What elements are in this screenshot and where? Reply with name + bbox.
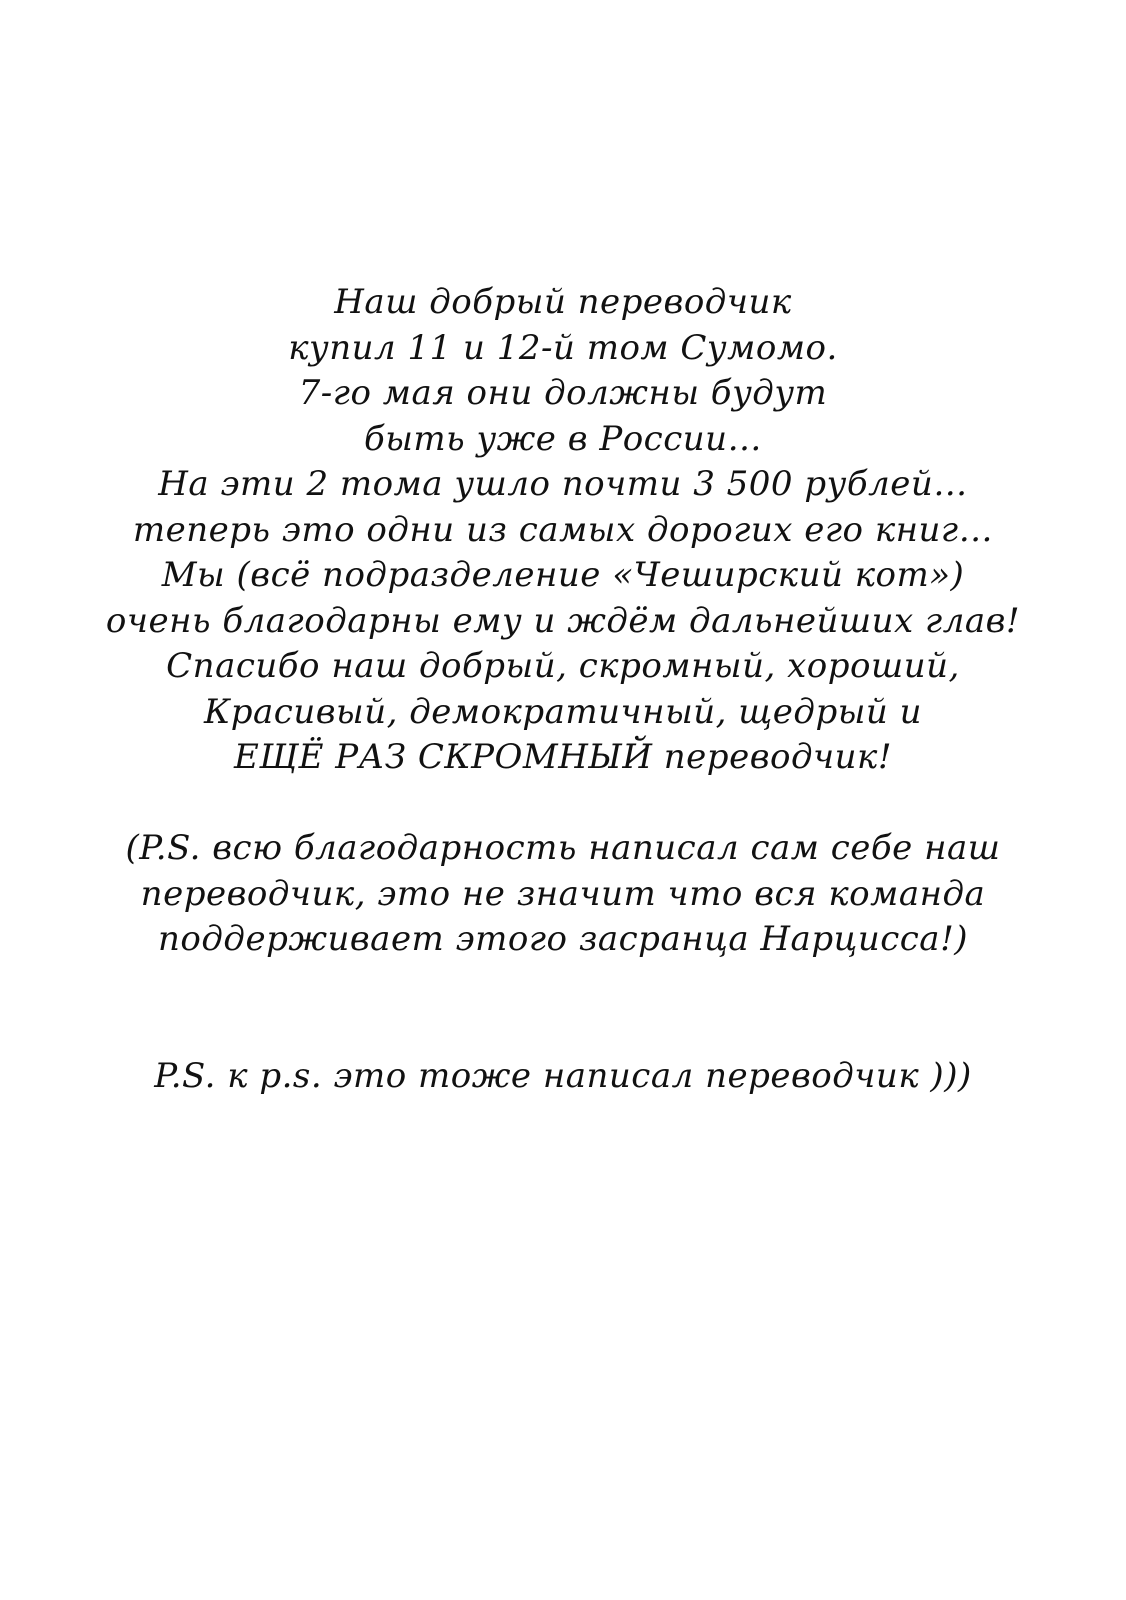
message-line-3: 7-го мая они должны будут [298, 373, 828, 413]
message-line-5: На эти 2 тома ушло почти 3 500 рублей… [158, 464, 968, 504]
message-line-2: купил 11 и 12-й том Сумомо. [288, 327, 838, 368]
postscript-line-2: переводчик, это не значит что вся команда [140, 873, 986, 914]
message-line-4: быть уже в России… [363, 418, 763, 459]
message-line-9: Спасибо наш добрый, скромный, хороший, [166, 646, 960, 686]
handwritten-note [0, 280, 1126, 1099]
paragraph-gap [0, 963, 1126, 1054]
message-line-1: Наш добрый переводчик [334, 282, 792, 322]
message-line-6: теперь это одни из самых дорогих его книг… [132, 509, 994, 550]
postscript-line-3: поддерживает этого засранца Нарцисса!) [157, 919, 968, 959]
message-line-8: очень благодарны ему и ждём дальнейших глав! [105, 600, 1021, 641]
postscript-2-line: P.S. к p.s. это тоже написал переводчик ))) [154, 1055, 972, 1096]
message-line-11: ЕЩЁ РАЗ СКРОМНЫЙ переводчик! [233, 737, 893, 777]
message-line-10: Красивый, демократичный, щедрый и [203, 691, 923, 732]
postscript-line-1: (P.S. всю благодарность написал сам себе наш [125, 828, 1001, 868]
paragraph-gap [0, 781, 1126, 827]
message-line-7: Мы (всё подразделение «Чеширский кот») [161, 555, 965, 595]
